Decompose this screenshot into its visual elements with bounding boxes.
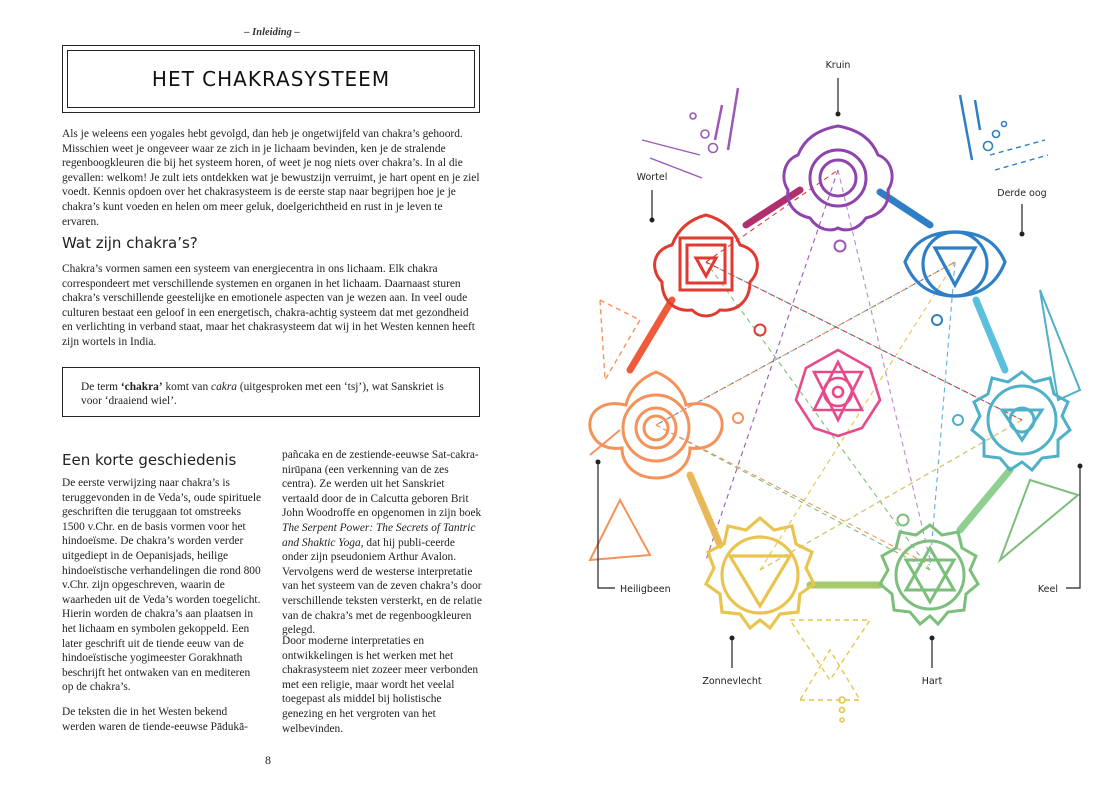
- section-heading-what: Wat zijn chakra’s?: [62, 234, 198, 252]
- intro-paragraph: Als je weleens een yogales hebt gevolgd, dan heb je ongetwijfeld van chakra’s gehoord. Misschien weet je ongeveer waar ze zich in je lichaam bevinden, ken je de stralende regenboogkleuren die bij het systeem horen, of weet je nog niets over chakra’s. In al die gevallen: welkom! Je zult iets ontdekken wat je bewustzijn verruimt, je hart opent en je ziel voedt. Kennis opdoen over het chakrasysteem is de eerste stap naar begrijpen hoe je je chakra’s kunt voeden en helen om meer geluk, doelgerichtheid en rust in je leven te ervaren.: [62, 128, 480, 228]
- left-page: [0, 0, 560, 790]
- label-root: Wortel: [636, 172, 668, 183]
- running-head: – Inleiding –: [244, 27, 300, 38]
- note-cakra: cakra: [211, 381, 237, 393]
- chakra-diagram: [560, 0, 1116, 790]
- history-col1-para1: De eerste verwijzing naar chakra’s is teruggevonden in de Veda’s, oude spirituele geschriften die teruggaan tot omstreeks 1500 v.Chr. en de basis vormen voor het hindoeïsme. De chakra’s worden verder uitgediept in de Oepanisjads, heilige hindoeïstische verhandelingen die rond 800 v.Chr. zijn opgeschreven, waarin de waarheden uit de Veda’s worden toegelicht. Hierin worden de chakra’s aan plaatsen in het lichaam en symbolen gekoppeld. Een later geschrift uit de tiende eeuw van de hindoeïstische yogimeester Gorakhnath beschrijft het ontwaken van en mediteren op de chakra’s.: [62, 477, 262, 694]
- label-heart: Hart: [921, 676, 943, 687]
- page-number: 8: [265, 753, 271, 767]
- label-sacral: Heiligbeen: [620, 584, 671, 595]
- book-title: The Serpent Power: The Secrets of Tantric and Shaktic Yoga: [282, 521, 476, 549]
- section-body-what: Chakra’s vormen samen een systeem van energiecentra in ons lichaam. Elk chakra correspondeert met verschillende systemen en organen in het lichaam. Daarnaast sturen chakra’s verschillende geestelijke en emotionele aspecten van je wezen aan. In veel oude culturen bestaat een geloof in een energetisch, chakra-achtig systeem dat met gezondheid en verlichting in verband staat, maar het chakrasysteem dat wij in het Westen kennen heeft zijn wortels in India.: [62, 263, 475, 348]
- title-frame: [67, 50, 475, 108]
- history-col2-text-a: pañcaka en de zestiende-eeuwse Sat-cakra-nirūpana (een verkenning van de zes centra). Ze werden uit het Sanskriet vertaald door de in Calcutta geboren Brit John Woodroffe en opgenomen in zijn boek: [282, 449, 482, 520]
- heart-chakra: [880, 525, 978, 624]
- history-col1-para2: De teksten die in het Westen bekend werden waren de tiende-eeuwse Pādukā-: [62, 706, 248, 733]
- solar-plexus-chakra: [706, 518, 814, 628]
- note-term: ‘chakra’: [120, 381, 163, 393]
- note-prefix: De term: [81, 381, 121, 393]
- title-box: [62, 45, 480, 113]
- page-title: HET CHAKRASYSTEEM: [151, 67, 391, 91]
- label-throat: Keel: [1037, 584, 1058, 595]
- right-page: [560, 0, 1116, 790]
- note-box: [62, 367, 480, 417]
- crown-chakra: [784, 126, 892, 230]
- history-col2-text-b: , dat hij publi-ceerde onder zijn pseudoniem Arthur Avalon. Vervolgens werd de westerse interpretatie van het systeem van de zeven chakra’s door verschillende teksten versterkt, en de relatie van de chakra’s met de regenboogkleuren gelegd.: [282, 536, 482, 637]
- note-suffix: (uitgesproken met een ‘tsj’), wat Sanskriet is voor ‘draaiend wiel’.: [81, 381, 444, 407]
- label-third-eye: Derde oog: [997, 188, 1047, 199]
- section-heading-history: Een korte geschiedenis: [62, 451, 237, 469]
- label-crown: Kruin: [825, 60, 851, 71]
- center-chakra: [796, 350, 880, 436]
- label-solar-plexus: Zonnevlecht: [702, 676, 762, 687]
- note-middle: komt van: [162, 381, 212, 393]
- history-col2-para1: [282, 448, 482, 638]
- history-col2-para2: Door moderne interpretaties en ontwikkelingen is het werken met het chakrasysteem niet zozeer meer verbonden met een religie, maar wordt het veelal toegepast als middel bij holistische genezing en het vergroten van het welbevinden.: [282, 635, 479, 735]
